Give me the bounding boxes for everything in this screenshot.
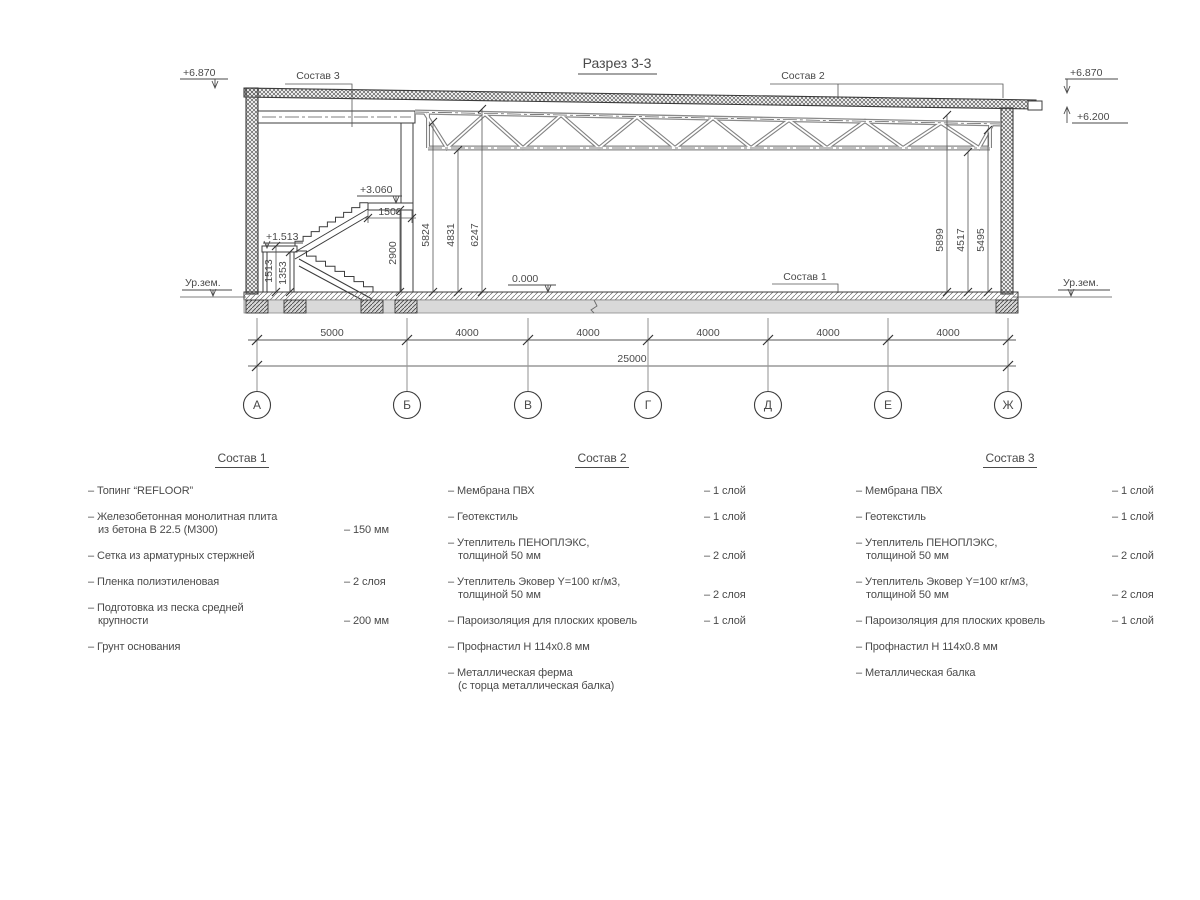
- bay-dimension-labels: [320, 327, 960, 339]
- list-item: – Геотекстиль – 1 слой: [448, 511, 746, 523]
- composition-leader-2: [770, 70, 1003, 98]
- composition-leader-1: [772, 271, 838, 293]
- list-item: – Топинг “REFLOOR”: [88, 485, 194, 497]
- elevation-left-top: [180, 67, 228, 88]
- svg-text:1513: 1513: [263, 259, 275, 283]
- legend-composition-1: [88, 452, 396, 667]
- list-item: – Утеплитель Эковер Y=100 кг/м3, толщиной 50 мм – 2 слоя: [448, 576, 746, 601]
- grid-axis-label-d: Д: [763, 398, 773, 412]
- list-item: – Грунт основания: [88, 641, 181, 653]
- svg-text:4000: 4000: [576, 327, 600, 339]
- svg-text:4831: 4831: [445, 223, 457, 247]
- list-item: – Мембрана ПВХ – 1 слой: [448, 485, 746, 497]
- grid-axis-label-zh: Ж: [1002, 398, 1014, 412]
- svg-text:5899: 5899: [934, 228, 946, 252]
- legend-composition-3: [856, 452, 1164, 693]
- list-item: – Сетка из арматурных стержней: [88, 550, 255, 562]
- list-item: – Пароизоляция для плоских кровель – 1 слой: [856, 615, 1154, 627]
- list-item: – Геотекстиль – 1 слой: [856, 511, 1154, 523]
- elevation-mid-landing: [263, 231, 303, 248]
- elevation-floor: [508, 273, 556, 292]
- svg-text:Состав 2: Состав 2: [781, 70, 825, 82]
- list-item: – Мембрана ПВХ – 1 слой: [856, 485, 1154, 497]
- list-item: – Подготовка из песка средней крупности – 200 мм: [88, 602, 389, 627]
- legend-title: Состав 1: [88, 452, 396, 468]
- total-dimension-label: 25000: [617, 353, 647, 365]
- svg-text:5495: 5495: [975, 228, 987, 252]
- footing: [361, 300, 383, 313]
- svg-text:4000: 4000: [816, 327, 840, 339]
- grid-axis-label-e: Е: [883, 398, 893, 412]
- elevation-right-top: [1064, 67, 1118, 93]
- footing: [996, 300, 1018, 313]
- svg-text:4517: 4517: [955, 228, 967, 252]
- svg-text:1500: 1500: [378, 206, 402, 218]
- svg-text:+6.870: +6.870: [183, 67, 216, 79]
- grid-axis-label-b: Б: [403, 398, 411, 412]
- svg-text:5000: 5000: [320, 327, 344, 339]
- footing: [246, 300, 268, 313]
- roof-slab: [244, 88, 1036, 109]
- roof-end-cap: [1028, 101, 1042, 110]
- legend-title: Состав 2: [448, 452, 756, 468]
- svg-text:Ур.зем.: Ур.зем.: [1063, 277, 1099, 289]
- floor-slab: [180, 292, 1112, 313]
- left-wall: [246, 88, 258, 294]
- grid-bubbles: [244, 392, 1022, 419]
- svg-text:4000: 4000: [696, 327, 720, 339]
- elevation-right-eave: [1064, 107, 1128, 123]
- svg-text:Разрез 3-3: Разрез 3-3: [582, 55, 652, 71]
- svg-text:4000: 4000: [936, 327, 960, 339]
- svg-text:1353: 1353: [277, 261, 289, 285]
- svg-text:6247: 6247: [469, 223, 481, 247]
- list-item: – Утеплитель ПЕНОПЛЭКС, толщиной 50 мм – 2 слой: [856, 537, 1154, 562]
- svg-text:5824: 5824: [420, 223, 432, 247]
- legend-title: Состав 3: [856, 452, 1164, 468]
- list-item: – Профнастил Н 114х0.8 мм: [448, 641, 590, 653]
- grid-axis-label-v: В: [523, 398, 533, 412]
- legend-composition-2: [448, 452, 756, 706]
- list-item: – Пароизоляция для плоских кровель – 1 слой: [448, 615, 746, 627]
- grid-and-dimensions: [244, 318, 1022, 419]
- list-item: – Железобетонная монолитная плита из бетона В 22.5 (М300) – 150 мм: [88, 511, 389, 536]
- roof-beam: [258, 111, 415, 123]
- grid-axis-label-g: Г: [644, 398, 652, 412]
- svg-text:+1.513: +1.513: [266, 231, 299, 243]
- list-item: – Металлическая ферма (с торца металлическая балка): [448, 667, 615, 692]
- ground-level-right: [1058, 277, 1110, 296]
- ground-level-left: [182, 277, 232, 296]
- svg-text:4000: 4000: [455, 327, 479, 339]
- grid-axis-label-a: А: [252, 398, 262, 412]
- steel-truss: [415, 112, 1000, 148]
- section-drawing: [0, 0, 1200, 436]
- svg-text:Ур.зем.: Ур.зем.: [185, 277, 221, 289]
- svg-text:+6.200: +6.200: [1077, 111, 1110, 123]
- svg-text:2900: 2900: [387, 241, 399, 265]
- vertical-dimension-labels: [263, 223, 987, 285]
- footing: [284, 300, 306, 313]
- svg-text:Состав 3: Состав 3: [296, 70, 340, 82]
- list-item: – Утеплитель Эковер Y=100 кг/м3, толщиной 50 мм – 2 слоя: [856, 576, 1154, 601]
- svg-text:0.000: 0.000: [512, 273, 539, 285]
- svg-text:+3.060: +3.060: [360, 184, 393, 196]
- drawing-title: [578, 55, 657, 74]
- svg-text:Состав 1: Состав 1: [783, 271, 827, 283]
- right-wall: [1001, 108, 1013, 294]
- svg-text:+6.870: +6.870: [1070, 67, 1103, 79]
- list-item: – Металлическая балка: [856, 667, 976, 679]
- elevation-stair-landing: [357, 184, 402, 203]
- list-item: – Профнастил Н 114х0.8 мм: [856, 641, 998, 653]
- list-item: – Утеплитель ПЕНОПЛЭКС, толщиной 50 мм – 2 слой: [448, 537, 746, 562]
- footing: [395, 300, 417, 313]
- list-item: – Пленка полиэтиленовая – 2 слоя: [88, 576, 386, 588]
